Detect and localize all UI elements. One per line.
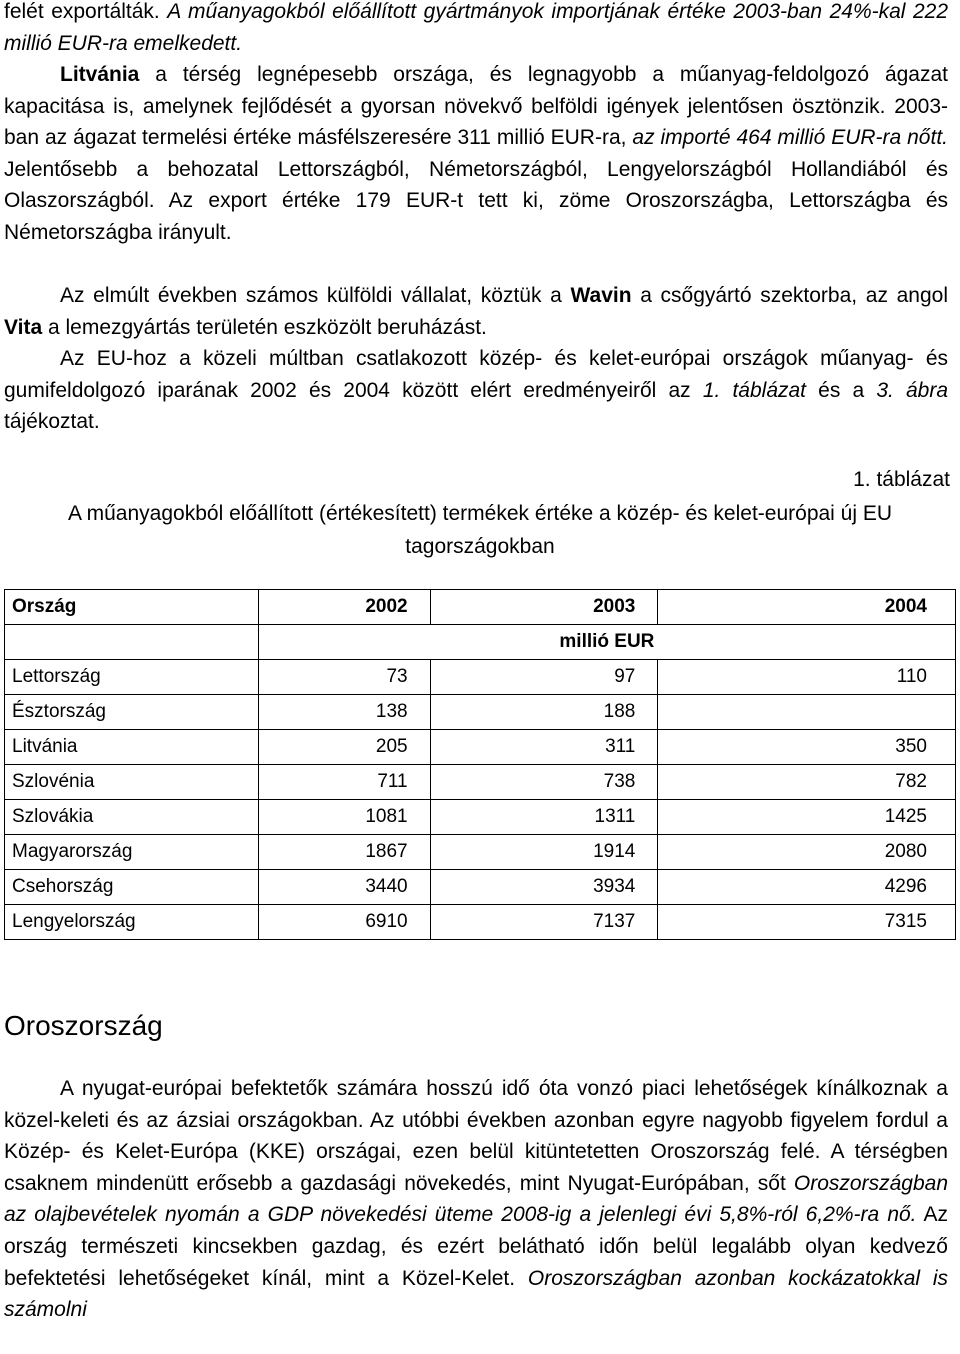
table-row: [5, 765, 956, 800]
bold-country-name: Litvánia: [60, 63, 140, 86]
value-cell: 350: [658, 730, 956, 765]
value-cell: 782: [658, 765, 956, 800]
table-row: [5, 870, 956, 905]
text-span: a lemezgyártás területén eszközölt beruházást.: [42, 315, 487, 339]
text-span: felét exportálták.: [4, 0, 168, 23]
value-cell: 311: [430, 730, 658, 765]
country-cell: Szlovénia: [5, 765, 259, 800]
value-cell: 205: [258, 730, 430, 765]
country-cell: Szlovákia: [5, 800, 259, 835]
table-header-row: [5, 590, 956, 625]
value-cell: 1425: [658, 800, 956, 835]
paragraph-russia: [4, 1073, 948, 1326]
text-span: Az elmúlt években számos külföldi vállalat, köztük a: [60, 284, 571, 307]
value-cell: 3934: [430, 870, 658, 905]
value-cell: 2080: [658, 835, 956, 870]
italic-text: az importé 464 millió EUR-ra nőtt.: [632, 126, 948, 150]
bold-company-name: Wavin: [570, 284, 632, 307]
text-span: A nyugat-európai befektetők számára hosszú idő óta vonzó piaci lehetőségek kínálkoznak a közel-keleti és az ázsiai országokban. Az utóbbi években azonban egyre nagyobb figyelem fordul a Közép- és Kelet-Európa (KKE) országai, ezen belül kitüntetetten Oroszország felé. A térségben csaknem mindenütt erősebb a gazdasági növekedés, mint Nyugat-Európában, sőt: [4, 1077, 948, 1195]
value-cell: 3440: [258, 870, 430, 905]
paragraph-export-summary: [4, 0, 948, 59]
paragraph-lithuania: [4, 59, 948, 249]
column-header: Ország: [5, 590, 259, 625]
table-unit-row: [5, 625, 956, 660]
italic-reference: 1. táblázat: [702, 378, 807, 402]
table-row: [5, 905, 956, 940]
unit-label: millió EUR: [258, 625, 955, 660]
empty-cell: [5, 625, 259, 660]
italic-text: Oroszországban az olajbevételek nyomán a GDP növekedési üteme 2008-ig a jelenlegi évi 5,8%-ról 6,2%-ra nő.: [4, 1171, 948, 1227]
value-cell: 73: [258, 660, 430, 695]
data-table: [4, 589, 956, 940]
table-row: [5, 835, 956, 870]
value-cell: 110: [658, 660, 956, 695]
country-cell: Litvánia: [5, 730, 259, 765]
country-cell: Magyarország: [5, 835, 259, 870]
table-row: [5, 730, 956, 765]
value-cell: 711: [258, 765, 430, 800]
value-cell: 6910: [258, 905, 430, 940]
text-span: Jelentősebb a behozatal Lettországból, Németországból, Lengyelországból Hollandiából és Olaszországból. Az export értéke 179 EUR-t tett ki, zöme Oroszországba, Lettországba és Németországba irányult.: [4, 157, 948, 244]
country-cell: Lettország: [5, 660, 259, 695]
text-span: a térség legnépesebb országa, és legnagyobb a műanyag-feldolgozó ágazat kapacitása is, amelynek fejlődését a gyorsan növekvő belföldi igények jelentősen ösztönzik. 2003-ban az ágazat termelési értéke másfélszeresére 311 millió EUR-ra,: [4, 63, 948, 150]
section-title: Oroszország: [4, 1010, 163, 1041]
column-header: 2003: [430, 590, 658, 625]
value-cell: 4296: [658, 870, 956, 905]
value-cell: 1914: [430, 835, 658, 870]
table-row: [5, 695, 956, 730]
italic-reference: 3. ábra: [876, 378, 948, 402]
column-header: 2002: [258, 590, 430, 625]
table-title: A műanyagokból előállított (értékesített) termékek értéke a közép- és kelet-európai új EU tagországokban: [67, 502, 893, 558]
italic-text: Oroszországban azonban kockázatokkal is számolni: [4, 1266, 948, 1322]
text-span: a csőgyártó szektorba, az angol: [631, 284, 948, 307]
value-cell: 738: [430, 765, 658, 800]
text-span: Az EU-hoz a közeli múltban csatlakozott közép- és kelet-európai országok műanyag- és gumifeldolgozó iparának 2002 és 2004 között elért eredményeiről az: [4, 347, 948, 402]
country-cell: Észtország: [5, 695, 259, 730]
table-row: [5, 800, 956, 835]
value-cell: 1311: [430, 800, 658, 835]
country-cell: Csehország: [5, 870, 259, 905]
value-cell: 188: [430, 695, 658, 730]
paragraph-eu-intro: [4, 343, 948, 438]
text-span: tájékoztat.: [4, 410, 100, 434]
value-cell: [658, 695, 956, 730]
country-cell: Lengyelország: [5, 905, 259, 940]
paragraph-investments: [4, 280, 948, 343]
italic-text: A műanyagokból előállított gyártmányok importjának értéke 2003-ban 24%-kal 222 millió EUR-ra emelkedett.: [4, 0, 948, 55]
text-span: Az ország természeti kincsekben gazdag, és ezért belátható időn belül legalább olyan kedvező befektetési lehetőségeket kínál, mint a Közel-Kelet.: [4, 1203, 948, 1290]
bold-company-name: Vita: [4, 315, 43, 339]
value-cell: 7137: [430, 905, 658, 940]
value-cell: 1081: [258, 800, 430, 835]
value-cell: 138: [258, 695, 430, 730]
value-cell: 7315: [658, 905, 956, 940]
table-row: [5, 660, 956, 695]
table-label: 1. táblázat: [853, 468, 950, 491]
value-cell: 1867: [258, 835, 430, 870]
text-span: és a: [806, 378, 877, 402]
column-header: 2004: [658, 590, 956, 625]
value-cell: 97: [430, 660, 658, 695]
